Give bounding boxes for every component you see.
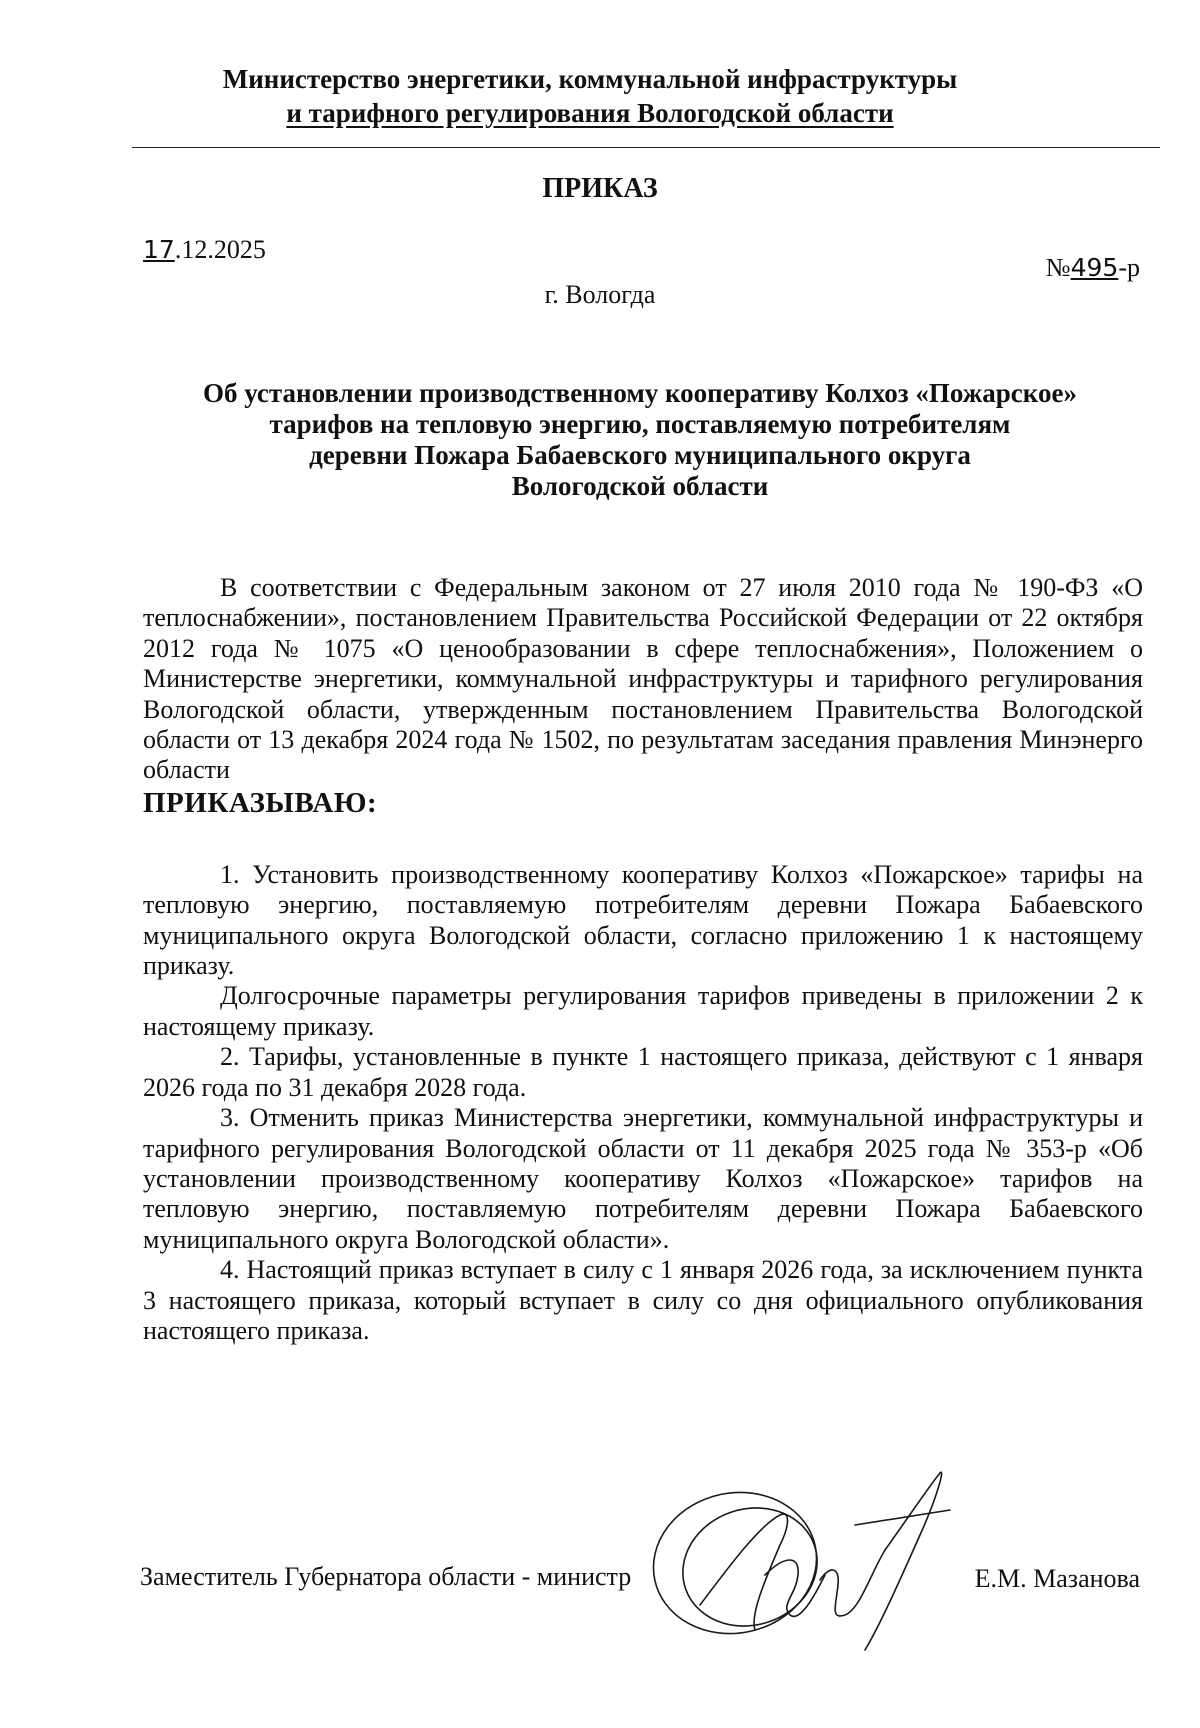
title-line3: деревни Пожара Бабаевского муниципального округа [309,440,971,470]
document-type: ПРИКАЗ [542,173,658,204]
item-1-note-paragraph: Долгосрочные параметры регулирования тарифов приведены в приложении 2 к настоящему приказу. [143,981,1143,1041]
item-4-paragraph: 4. Настоящий приказ вступает в силу с 1 января 2026 года, за исключением пункта 3 настоящего приказа, который вступает в силу со дня официального опубликования настоящего приказа. [143,1255,1143,1345]
ministry-header [140,62,1040,130]
document-number [1046,253,1140,283]
header-divider [132,147,1160,148]
document-date [143,235,266,265]
document-body [143,573,1143,1346]
signatory-name: Е.М. Мазанова [974,1564,1140,1593]
signatory-role: Заместитель Губернатора области - министр [140,1562,632,1591]
ministry-name-line1: Министерство энергетики, коммунальной инфраструктуры [222,64,958,94]
preamble-paragraph: В соответствии с Федеральным законом от 27 июля 2010 года № 190-ФЗ «О теплоснабжении», постановлением Правительства Российской Федерации от 22 октября 2012 года № 1075 «О ценообразовании в сфере теплоснабжения», Положением о Министерстве энергетики, коммунальной инфраструктуры и тарифного регулирования Вологодской области, утвержденным постановлением Правительства Вологодской области от 13 декабря 2024 года № 1502, по результатам заседания правления Минэнерго области [143,573,1143,785]
title-line1: Об установлении производственному кооперативу Колхоз «Пожарское» [203,378,1077,408]
ministry-name-line2: и тарифного регулирования Вологодской области [286,98,894,128]
number-prefix: № [1045,253,1071,282]
document-city: г. Вологда [544,280,656,309]
title-line4: Вологодской области [511,471,769,501]
handwritten-signature [640,1455,970,1655]
number-suffix: -р [1118,253,1140,282]
item-2-paragraph: 2. Тарифы, установленные в пункте 1 настоящего приказа, действуют с 1 января 2026 года по 31 декабря 2028 года. [143,1042,1143,1102]
date-rest: .12.2025 [174,235,266,264]
document-title [140,378,1140,502]
item-1-paragraph: 1. Установить производственному кооперативу Колхоз «Пожарское» тарифы на тепловую энергию, поставляемую потребителям деревни Пожара Бабаевского муниципального округа Вологодской области, согласно приложению 1 к настоящему приказу. [143,859,1143,981]
item-3-paragraph: 3. Отменить приказ Министерства энергетики, коммунальной инфраструктуры и тарифного регулирования Вологодской области от 11 декабря 2025 года № 353-р «Об установлении производственному кооперативу Колхоз «Пожарское» тарифов на тепловую энергию, поставляемую потребителям деревни Пожара Бабаевского муниципального округа Вологодской области». [143,1103,1143,1254]
title-line2: тарифов на тепловую энергию, поставляемую потребителям [269,409,1011,439]
number-handwritten: 495 [1070,253,1119,282]
order-word: ПРИКАЗЫВАЮ: [143,786,378,819]
date-handwritten-day: 17 [143,235,175,264]
